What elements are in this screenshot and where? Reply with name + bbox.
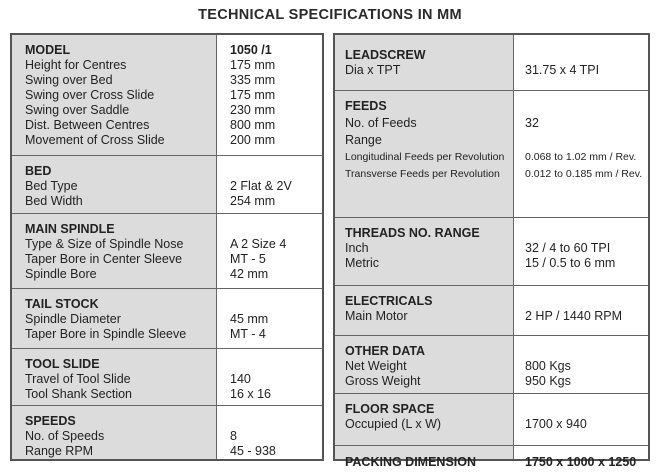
section-header <box>335 226 648 241</box>
spec-label: Swing over Saddle <box>25 103 130 117</box>
spec-row <box>335 374 648 389</box>
spec-row <box>12 237 322 252</box>
spec-value: 8 <box>230 429 237 443</box>
spec-row <box>12 73 322 88</box>
spec-label: Travel of Tool Slide <box>25 372 131 386</box>
section-heading: ELECTRICALS <box>345 294 433 308</box>
spec-value: 31.75 x 4 TPI <box>525 63 600 77</box>
spec-row <box>12 387 322 402</box>
right-spec-table <box>333 33 650 469</box>
spec-label: No. of Feeds <box>345 116 417 130</box>
section-heading: TOOL SLIDE <box>25 357 100 371</box>
section-header <box>335 455 648 470</box>
section-header <box>335 294 648 309</box>
spec-row <box>335 167 648 182</box>
section-heading: OTHER DATA <box>345 344 426 358</box>
section-header <box>12 297 322 312</box>
spec-value: 0.012 to 0.185 mm / Rev. <box>525 168 643 180</box>
spec-value: 175 mm <box>230 88 276 102</box>
spec-section <box>335 90 648 182</box>
spec-row <box>12 194 322 209</box>
spec-row <box>335 359 648 374</box>
section-header <box>12 357 322 372</box>
spec-row <box>335 63 648 78</box>
spec-value: A 2 Size 4 <box>230 237 287 251</box>
spec-section <box>335 285 648 324</box>
spec-row <box>12 267 322 282</box>
spec-row <box>335 256 648 271</box>
spec-section <box>335 445 648 470</box>
left-spec-table <box>10 33 324 461</box>
section-heading: BED <box>25 164 52 178</box>
spec-value: 45 mm <box>230 312 269 326</box>
spec-label: No. of Speeds <box>25 429 105 443</box>
section-heading: LEADSCREW <box>345 48 426 62</box>
spec-label: Type & Size of Spindle Nose <box>25 237 184 251</box>
spec-row <box>12 118 322 133</box>
spec-label: Bed Width <box>25 194 83 208</box>
spec-value: 2 Flat & 2V <box>230 179 292 193</box>
section-heading: PACKING DIMENSION <box>345 455 477 469</box>
spec-label: Bed Type <box>25 179 78 193</box>
spec-value: 335 mm <box>230 73 276 87</box>
spec-section <box>335 217 648 271</box>
spec-section <box>335 393 648 432</box>
spec-label: Main Motor <box>345 309 408 323</box>
spec-row <box>335 241 648 256</box>
spec-value: 175 mm <box>230 58 276 72</box>
spec-row <box>335 116 648 131</box>
section-header <box>335 344 648 359</box>
spec-value: 254 mm <box>230 194 276 208</box>
section-header <box>335 402 648 417</box>
spec-section <box>12 35 322 148</box>
section-header <box>12 164 322 179</box>
spec-row <box>12 179 322 194</box>
spec-value: MT - 5 <box>230 252 266 266</box>
spec-value <box>513 133 525 148</box>
spec-row <box>335 417 648 432</box>
spec-value: 45 - 938 <box>230 444 276 458</box>
section-header <box>335 99 648 114</box>
spec-section <box>12 348 322 402</box>
spec-value: 32 / 4 to 60 TPI <box>525 241 611 255</box>
section-heading: THREADS NO. RANGE <box>345 226 480 240</box>
section-heading: MAIN SPINDLE <box>25 222 115 236</box>
spec-label: Spindle Diameter <box>25 312 121 326</box>
page-title: TECHNICAL SPECIFICATIONS IN MM <box>198 7 462 23</box>
spec-label: Metric <box>345 256 380 270</box>
spec-value: 950 Kgs <box>525 374 571 388</box>
spec-value: 200 mm <box>230 133 276 147</box>
spec-value: 2 HP / 1440 RPM <box>525 309 623 323</box>
spec-label: Tool Shank Section <box>25 387 133 401</box>
spec-value: 800 mm <box>230 118 276 132</box>
spec-label: Longitudinal Feeds per Revolution <box>345 151 505 163</box>
spec-row <box>12 103 322 118</box>
spec-label: Height for Centres <box>25 58 127 72</box>
spec-section <box>12 213 322 282</box>
spec-value: 15 / 0.5 to 6 mm <box>525 256 616 270</box>
spec-value: 42 mm <box>230 267 269 281</box>
section-heading: FLOOR SPACE <box>345 402 435 416</box>
spec-label: Inch <box>345 241 369 255</box>
spec-label: Taper Bore in Center Sleeve <box>25 252 183 266</box>
spec-row <box>335 133 648 148</box>
section-heading-value: 1050 /1 <box>230 43 272 57</box>
spec-label: Range RPM <box>25 444 94 458</box>
spec-row <box>12 58 322 73</box>
spec-label: Net Weight <box>345 359 407 373</box>
spec-row <box>12 444 322 459</box>
section-heading-value: 1750 x 1000 x 1250 <box>525 455 637 469</box>
spec-section <box>12 288 322 342</box>
section-heading: SPEEDS <box>25 414 76 428</box>
section-header <box>335 48 648 63</box>
spec-label: Range <box>345 133 382 147</box>
spec-value: 16 x 16 <box>230 387 272 401</box>
section-heading: FEEDS <box>345 99 387 113</box>
spec-section <box>12 405 322 459</box>
spec-value: 0.068 to 1.02 mm / Rev. <box>525 151 637 163</box>
spec-row <box>12 429 322 444</box>
section-header <box>12 43 322 58</box>
spec-label: Occupied (L x W) <box>345 417 442 431</box>
section-heading: TAIL STOCK <box>25 297 99 311</box>
section-header <box>12 414 322 429</box>
spec-value: 230 mm <box>230 103 276 117</box>
spec-label: Movement of Cross Slide <box>25 133 165 147</box>
spec-label: Dist. Between Centres <box>25 118 150 132</box>
spec-row <box>335 309 648 324</box>
spec-section <box>335 335 648 389</box>
spec-section <box>12 155 322 209</box>
spec-label: Dia x TPT <box>345 63 401 77</box>
spec-label: Taper Bore in Spindle Sleeve <box>25 327 187 341</box>
spec-row <box>12 312 322 327</box>
spec-value: 1700 x 940 <box>525 417 587 431</box>
spec-label: Spindle Bore <box>25 267 97 281</box>
section-heading: MODEL <box>25 43 71 57</box>
spec-value: MT - 4 <box>230 327 266 341</box>
spec-row <box>12 372 322 387</box>
spec-row <box>12 327 322 342</box>
spec-section <box>335 35 648 78</box>
section-header <box>12 222 322 237</box>
spec-row <box>12 88 322 103</box>
spec-row <box>12 252 322 267</box>
spec-row <box>12 133 322 148</box>
spec-value: 32 <box>525 116 539 130</box>
spec-label: Transverse Feeds per Revolution <box>345 168 500 180</box>
spec-row <box>335 150 648 165</box>
spec-label: Swing over Bed <box>25 73 113 87</box>
spec-label: Swing over Cross Slide <box>25 88 155 102</box>
spec-label: Gross Weight <box>345 374 421 388</box>
spec-value: 800 Kgs <box>525 359 571 373</box>
spec-value: 140 <box>230 372 251 386</box>
